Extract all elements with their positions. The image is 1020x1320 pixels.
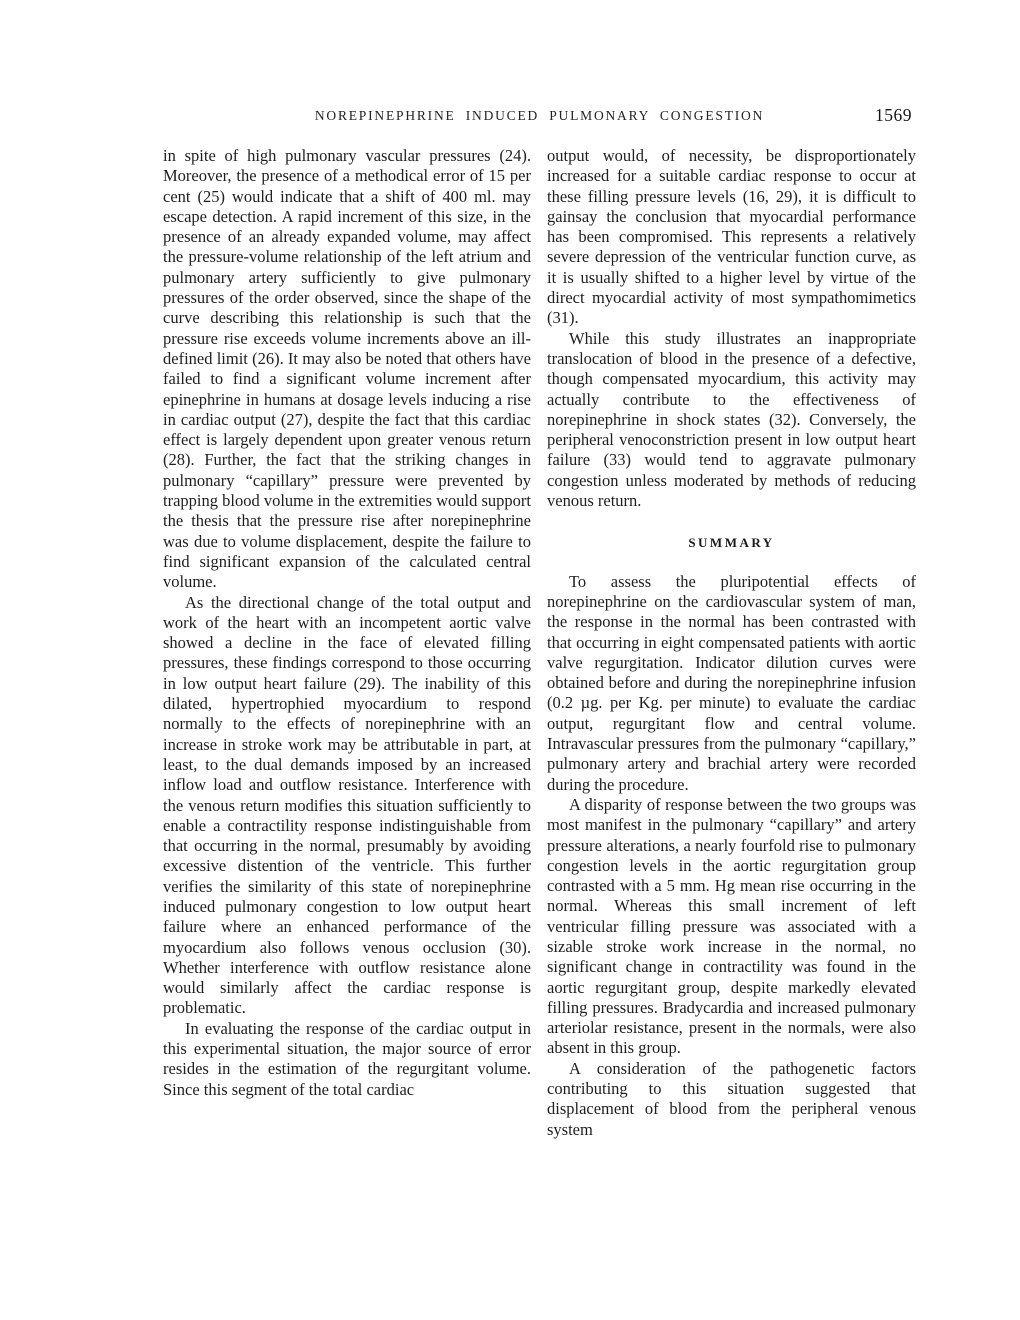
paragraph: A disparity of response between the two groups was most manifest in the pulmonary “capillary” and artery pressure alterations, a nearly fourfold rise to pulmonary congestion levels in the aortic regurgitation group contrasted with a 5 mm. Hg mean rise occurring in the normal. Whereas this small increment of left ventricular filling pressure was associated with a sizable stroke work increase in the normal, no significant change in contractility was found in the aortic regurgitant group, despite markedly elevated filling pressures. Bradycardia and increased pulmonary arteriolar resistance, present in the normals, were also absent in this group.: [547, 794, 916, 1058]
paragraph: While this study illustrates an inappropriate translocation of blood in the presence of a defective, though compensated myocardium, this activity may actually contribute to the effectiveness of norepinephrine in shock states (32). Conversely, the peripheral venoconstriction present in low output heart failure (33) would tend to aggravate pulmonary congestion unless moderated by methods of reducing venous return.: [547, 328, 916, 511]
paragraph: To assess the pluripotential effects of norepinephrine on the cardiovascular system of man, the response in the normal has been contrasted with that occurring in eight compensated patients with aortic valve regurgitation. Indicator dilution curves were obtained before and during the norepinephrine infusion (0.2 µg. per Kg. per minute) to evaluate the cardiac output, regurgitant flow and central volume. Intravascular pressures from the pulmonary “capillary,” pulmonary artery and brachial artery were recorded during the procedure.: [547, 571, 916, 794]
right-column: [547, 146, 916, 1140]
page-number: 1569: [875, 105, 912, 125]
paragraph: As the directional change of the total output and work of the heart with an incompetent aortic valve showed a decline in the face of elevated filling pressures, these findings correspond to those occurring in low output heart failure (29). The inability of this dilated, hypertrophied myocardium to respond normally to the effects of norepinephrine with an increase in stroke work may be attributable in part, at least, to the dual demands imposed by an increased inflow load and outflow resistance. Interference with the venous return modifies this situation sufficiently to enable a contractility response indistinguishable from that occurring in the normal, presumably by avoiding excessive distention of the ventricle. This further verifies the similarity of this state of norepinephrine induced pulmonary congestion to low output heart failure where an enhanced performance of the myocardium also follows venous occlusion (30). Whether interference with outflow resistance alone would similarly affect the cardiac response is problematic.: [163, 592, 531, 1018]
summary-section-heading: SUMMARY: [688, 535, 775, 551]
paragraph: A consideration of the pathogenetic factors contributing to this situation suggested that displacement of blood from the peripheral venous system: [547, 1058, 916, 1139]
article-body: [163, 146, 916, 1140]
left-column: [163, 146, 531, 1140]
paragraph-continuation: output would, of necessity, be disproportionately increased for a suitable cardiac response to occur at these filling pressure levels (16, 29), it is difficult to gainsay the conclusion that myocardial performance has been compromised. This represents a relatively severe depression of the ventricular function curve, as it is usually shifted to a higher level by virtue of the direct myocardial activity of most sympathomimetics (31).: [547, 146, 916, 328]
page-header: [163, 105, 916, 128]
paragraph-continuation: in spite of high pulmonary vascular pressures (24). Moreover, the presence of a methodical error of 15 per cent (25) would indicate that a shift of 400 ml. may escape detection. A rapid increment of this size, in the presence of an already expanded volume, may affect the pressure-volume relationship of the left atrium and pulmonary artery sufficiently to give pulmonary pressures of the order observed, since the shape of the curve describing this relationship is such that the pressure rise exceeds volume increments above an ill-defined limit (26). It may also be noted that others have failed to find a significant volume increment after epinephrine in humans at dosage levels inducing a rise in cardiac output (27), despite the fact that this cardiac effect is largely dependent upon greater venous return (28). Further, the fact that the striking changes in pulmonary “capillary” pressure were prevented by trapping blood volume in the extremities would support the thesis that the pressure rise after norepinephrine was due to volume displacement, despite the failure to find significant expansion of the calculated central volume.: [163, 146, 531, 592]
running-title: NOREPINEPHRINE INDUCED PULMONARY CONGESTION: [314, 108, 765, 123]
paragraph: In evaluating the response of the cardiac output in this experimental situation, the major source of error resides in the estimation of the regurgitant volume. Since this segment of the total cardiac: [163, 1018, 531, 1099]
